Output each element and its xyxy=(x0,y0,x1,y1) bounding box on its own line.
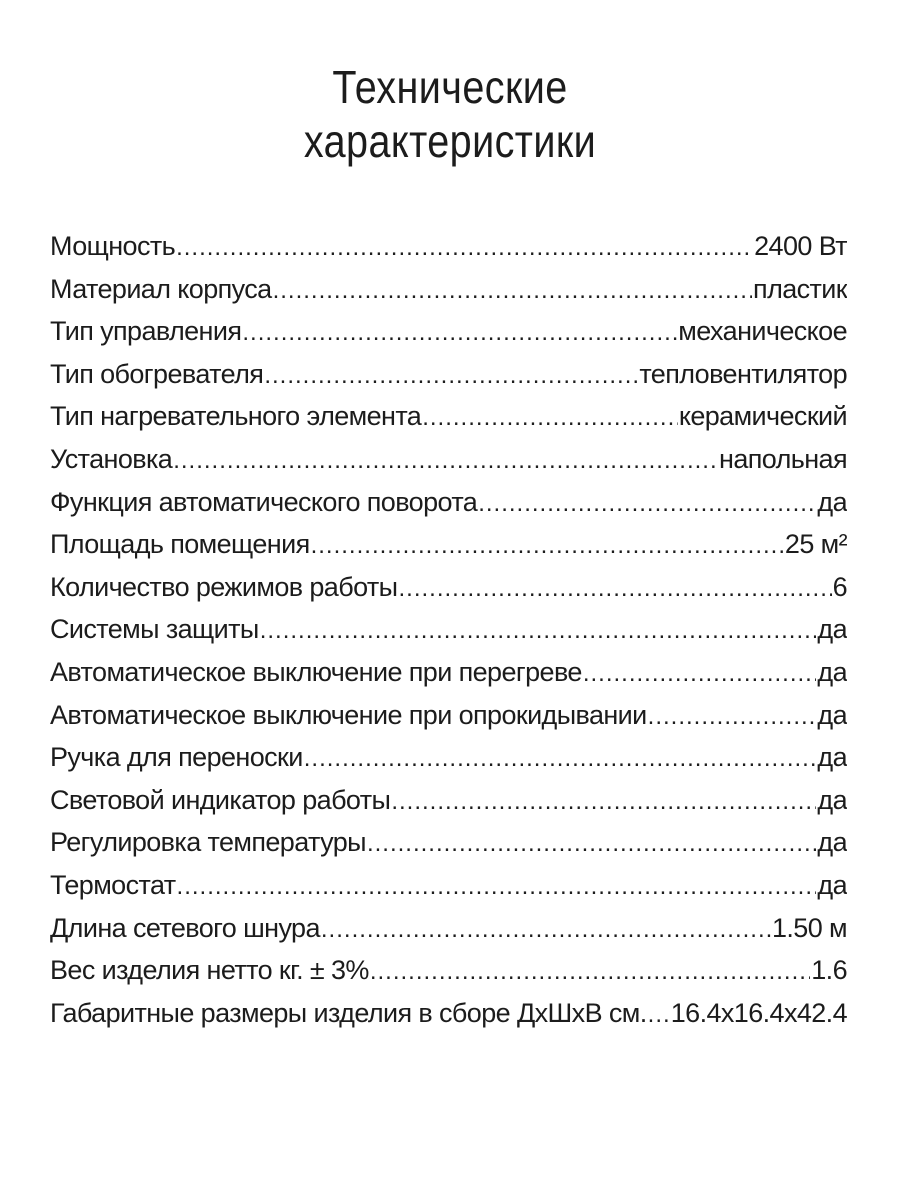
spec-row xyxy=(50,310,847,353)
spec-value: да xyxy=(817,699,847,730)
spec-row xyxy=(50,225,847,268)
spec-label: Функция автоматического поворота xyxy=(50,486,478,517)
spec-label: Тип обогревателя xyxy=(50,358,264,389)
spec-row xyxy=(50,651,847,694)
dot-leader xyxy=(398,568,831,609)
dot-leader xyxy=(391,781,816,822)
spec-value: да xyxy=(817,486,847,517)
spec-row xyxy=(50,779,847,822)
dot-leader xyxy=(260,610,817,651)
spec-value: керамический xyxy=(678,401,847,432)
spec-label: Материал корпуса xyxy=(50,273,272,304)
spec-label: Тип управления xyxy=(50,316,242,347)
spec-value: тепловентилятор xyxy=(639,358,847,389)
spec-value: 2400 Вт xyxy=(754,231,847,261)
spec-row xyxy=(50,438,847,481)
spec-label: Площадь помещения xyxy=(50,529,310,560)
spec-label: Установка xyxy=(50,443,173,474)
spec-row xyxy=(50,566,847,609)
spec-row xyxy=(50,694,847,737)
spec-value: да xyxy=(817,869,847,900)
dot-leader xyxy=(367,823,816,864)
spec-row xyxy=(50,821,847,864)
spec-row xyxy=(50,395,847,438)
spec-label: Габаритные размеры изделия в сборе ДхШхВ см. xyxy=(50,997,647,1028)
dot-leader xyxy=(478,483,816,524)
dot-leader xyxy=(311,525,784,566)
spec-value: да xyxy=(817,656,847,687)
spec-row xyxy=(50,907,847,950)
dot-leader xyxy=(370,951,810,992)
spec-value: 1.6 xyxy=(811,955,847,986)
spec-value: да xyxy=(817,784,847,815)
spec-row xyxy=(50,992,847,1035)
spec-row xyxy=(50,608,847,651)
spec-row xyxy=(50,523,847,566)
spec-label: Количество режимов работы xyxy=(50,571,398,602)
spec-value: механическое xyxy=(678,316,847,347)
dot-leader xyxy=(304,738,817,779)
page-title xyxy=(63,60,837,168)
dot-leader xyxy=(176,227,753,268)
spec-row xyxy=(50,481,847,524)
spec-row xyxy=(50,268,847,311)
spec-label: Вес изделия нетто кг. ± 3% xyxy=(50,955,369,986)
dot-leader xyxy=(273,270,752,311)
specs-list xyxy=(50,225,847,1034)
spec-row xyxy=(50,353,847,396)
dot-leader xyxy=(422,397,678,438)
dot-leader xyxy=(242,312,677,353)
spec-row xyxy=(50,949,847,992)
spec-value: да xyxy=(817,827,847,858)
spec-label: Длина сетевого шнура xyxy=(50,912,320,943)
spec-value: пластик xyxy=(753,273,847,304)
spec-value: 6 xyxy=(832,571,847,602)
spec-value: да xyxy=(817,742,847,773)
dot-leader xyxy=(264,355,638,396)
spec-label: Световой индикатор работы xyxy=(50,784,391,815)
dot-leader xyxy=(321,909,771,950)
dot-leader xyxy=(648,994,670,1035)
spec-label: Тип нагревательного элемента xyxy=(50,401,422,432)
dot-leader xyxy=(173,440,718,481)
dot-leader xyxy=(177,866,817,907)
spec-value: да xyxy=(817,614,847,645)
spec-label: Системы защиты xyxy=(50,614,259,645)
spec-label: Автоматическое выключение при перегреве xyxy=(50,656,582,687)
spec-row xyxy=(50,864,847,907)
dot-leader xyxy=(648,696,817,737)
spec-value: напольная xyxy=(719,443,847,474)
spec-row xyxy=(50,736,847,779)
page-title-line-2: характеристики xyxy=(303,115,597,167)
spec-label: Мощность xyxy=(50,231,176,261)
spec-value: 1.50 м xyxy=(771,912,847,943)
spec-value: 16.4x16.4x42.4 xyxy=(670,997,847,1028)
dot-leader xyxy=(583,653,817,694)
spec-label: Термостат xyxy=(50,869,176,900)
page-title-line-1: Технические xyxy=(332,61,568,113)
spec-label: Автоматическое выключение при опрокидывании xyxy=(50,699,647,730)
spec-label: Ручка для переноски xyxy=(50,742,303,773)
spec-label: Регулировка температуры xyxy=(50,827,366,858)
spec-value: 25 м² xyxy=(784,529,847,560)
